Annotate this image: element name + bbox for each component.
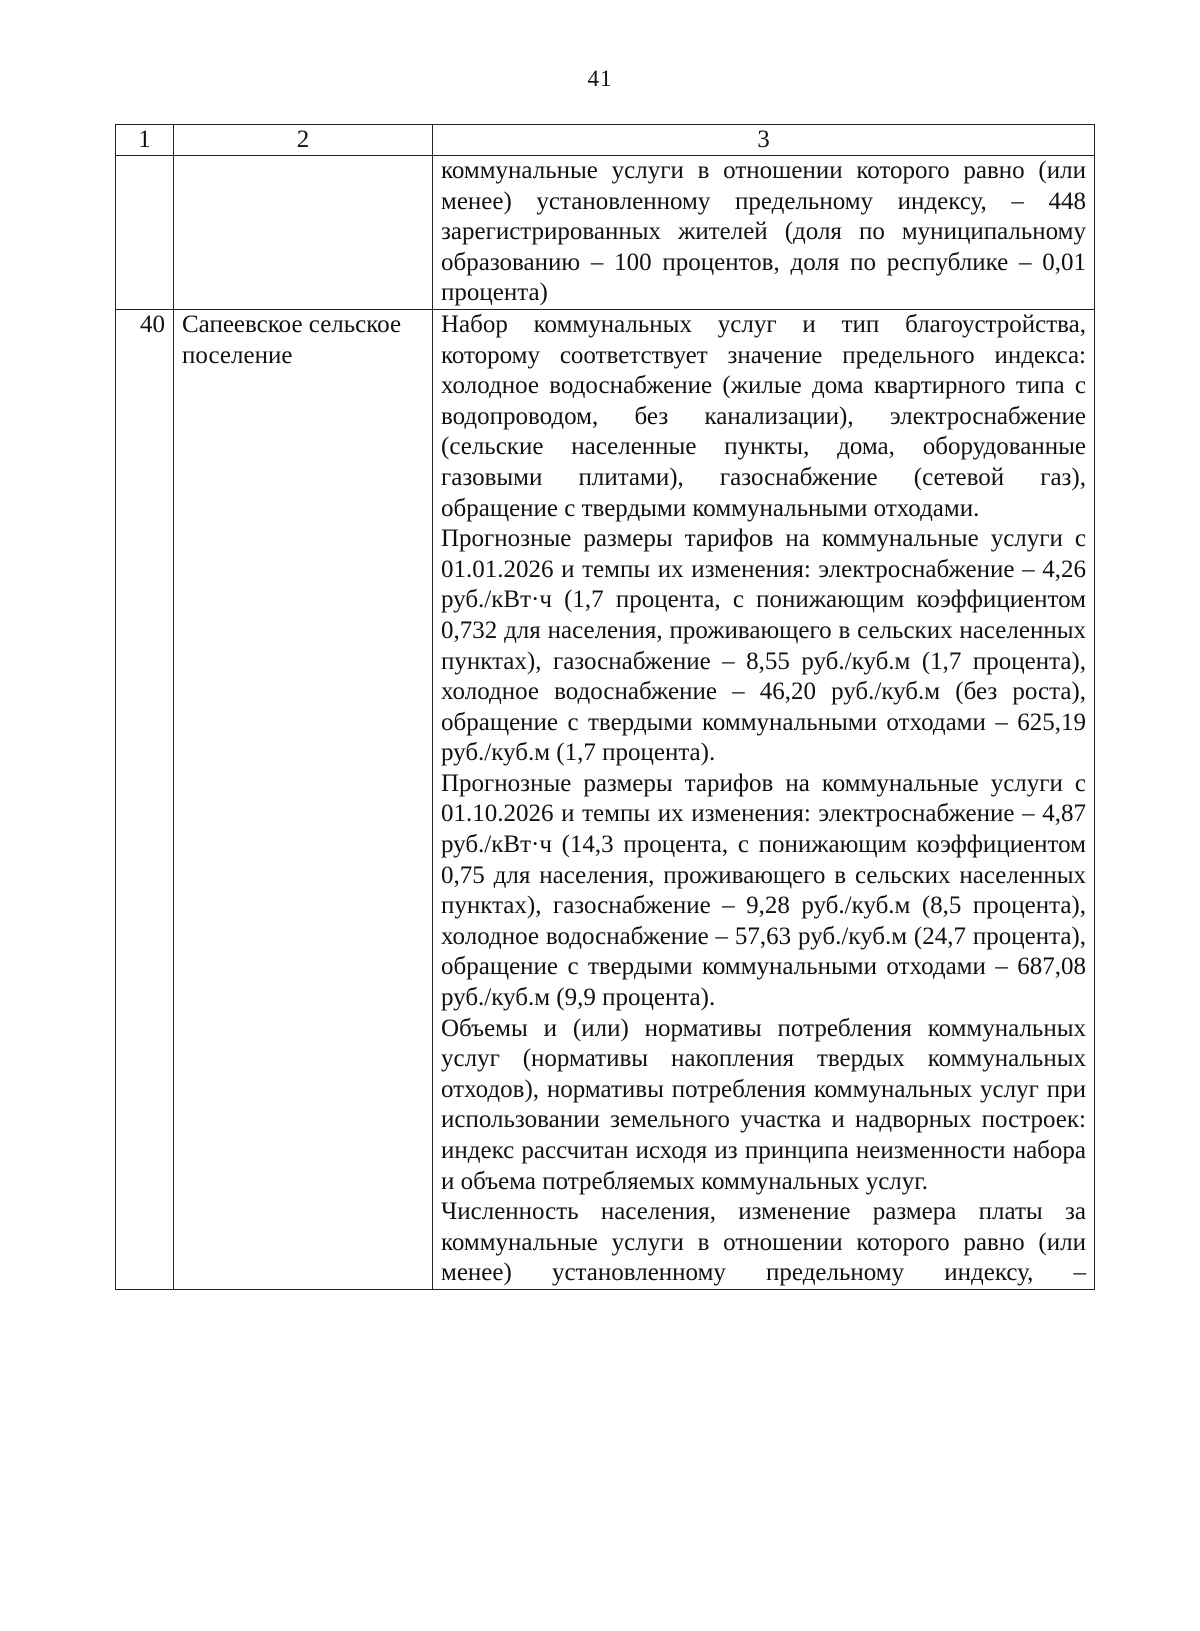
column-header-2: 2: [174, 125, 433, 156]
row-number: 40: [116, 309, 174, 1289]
table-row: [116, 156, 1095, 310]
description-paragraph: Набор коммунальных услуг и тип благоустройства, которому соответствует значение предельного индекса: холодное водоснабжение (жилые дома квартирного типа с водопроводом, без канализации), электроснабжение (сельские населенные пункты, дома, оборудованные газовыми плитами), газоснабжение (сетевой газ), обращение с твердыми коммунальными отходами.: [441, 310, 1086, 522]
description-paragraph: Прогнозные размеры тарифов на коммунальные услуги с 01.10.2026 и темпы их изменения: электроснабжение – 4,87 руб./кВт·ч (14,3 процента, с понижающим коэффициентом 0,75 для населения, проживающего в сельских населенных пунктах), газоснабжение – 9,28 руб./куб.м (8,5 процента), холодное водоснабжение – 57,63 руб./куб.м (24,7 процента), обращение с твердыми коммунальными отходами – 687,08 руб./куб.м (9,9 процента).: [441, 769, 1086, 1012]
table-header-row: [116, 125, 1095, 156]
tariff-table: [115, 124, 1095, 1290]
description-paragraph: Объемы и (или) нормативы потребления коммунальных услуг (нормативы накопления твердых коммунальных отходов), нормативы потребления коммунальных услуг при использовании земельного участка и надворных построек: индекс рассчитан исходя из принципа неизменности набора и объема потребляемых коммунальных услуг.: [441, 1014, 1086, 1195]
description-paragraph: Прогнозные размеры тарифов на коммунальные услуги с 01.01.2026 и темпы их изменения: электроснабжение – 4,26 руб./кВт·ч (1,7 процента, с понижающим коэффициентом 0,732 для населения, проживающего в сельских населенных пунктах), газоснабжение – 8,55 руб./куб.м (1,7 процента), холодное водоснабжение – 46,20 руб./куб.м (без роста), обращение с твердыми коммунальными отходами – 625,19 руб./куб.м (1,7 процента).: [441, 525, 1086, 767]
description-paragraph: коммунальные услуги в отношении которого равно (или менее) установленному предельному индексу, – 448 зарегистрированных жителей (доля по муниципальному образованию – 100 процентов, доля по республике – 0,01 процента): [441, 157, 1086, 307]
row-number: [116, 156, 174, 310]
description-paragraph: Численность населения, изменение размера платы за коммунальные услуги в отношении которого равно (или менее) установленному предельному индексу, –: [441, 1198, 1086, 1287]
table-row: [116, 309, 1095, 1289]
description-cell: [433, 309, 1095, 1289]
settlement-name: [174, 156, 433, 310]
column-header-3: 3: [433, 125, 1095, 156]
column-header-1: 1: [116, 125, 174, 156]
settlement-name: Сапеевское сельское поселение: [174, 309, 433, 1289]
page-number: 41: [587, 66, 613, 91]
description-cell: [433, 156, 1095, 310]
